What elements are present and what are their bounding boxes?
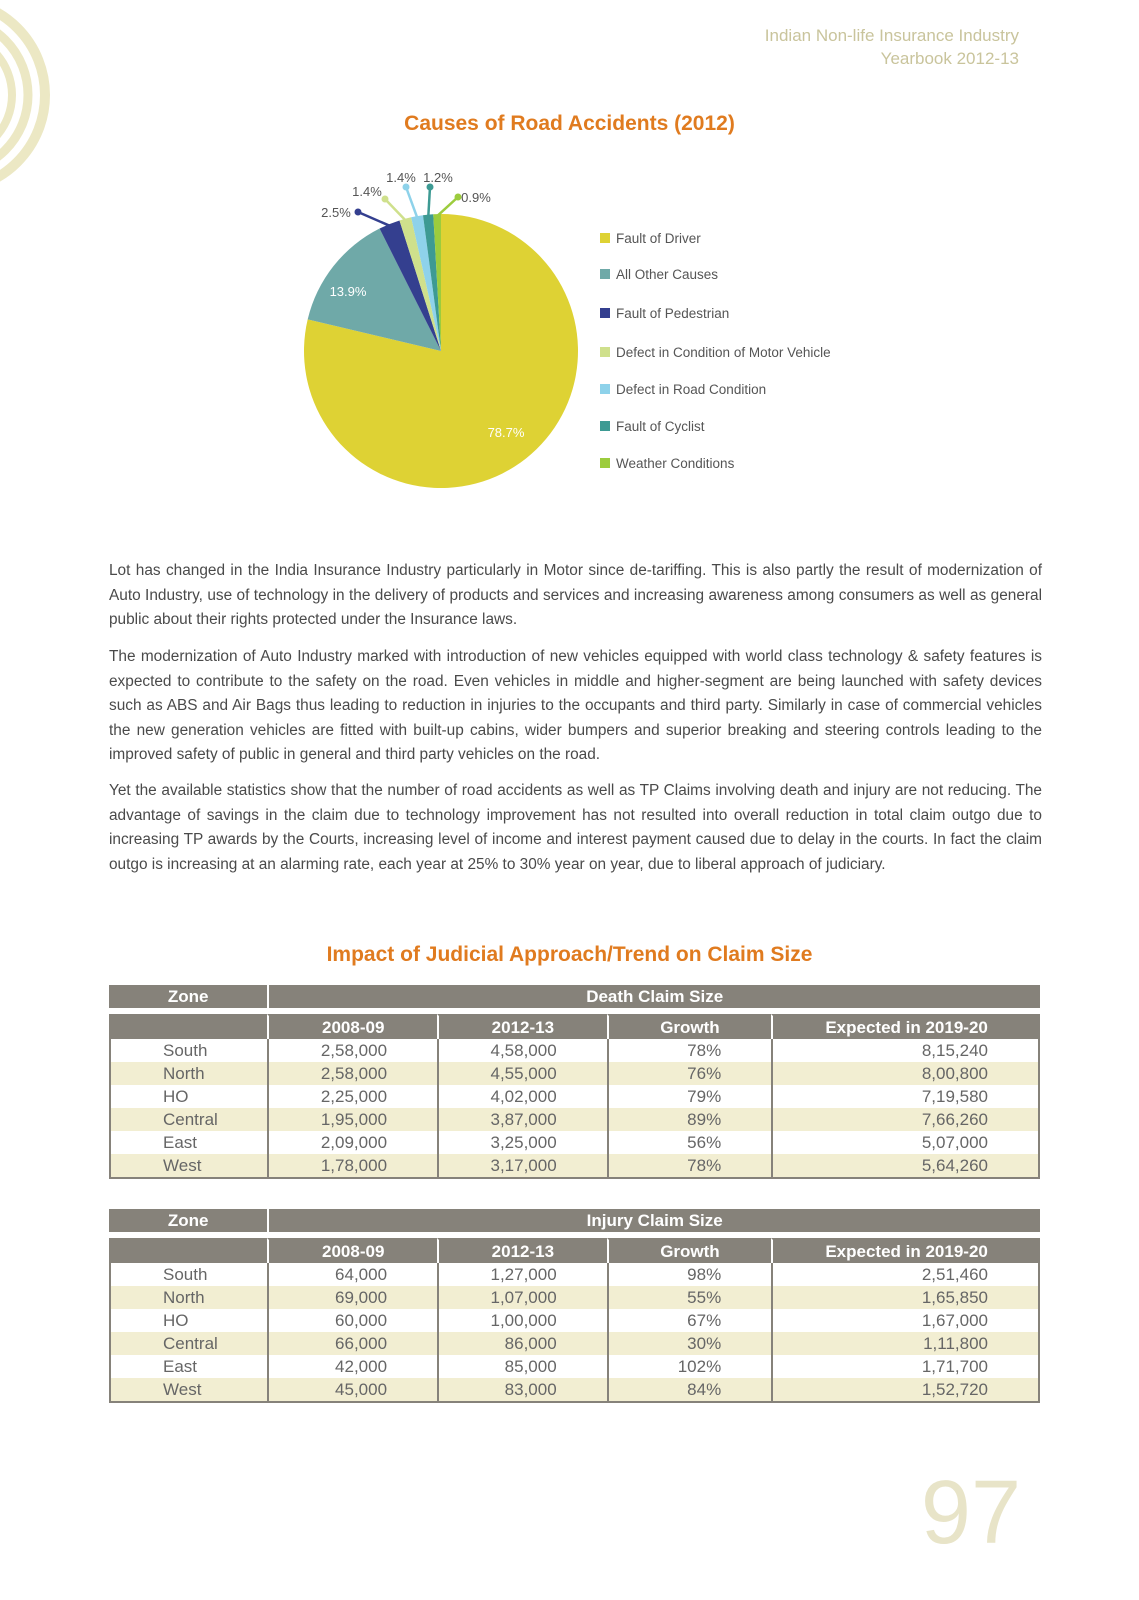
legend-swatch: [600, 233, 610, 243]
paragraph-3: Yet the available statistics show that the number of road accidents as well as TP Claims involving death and injury are not reducing. The advantage of savings in the claim due to technology improvement has not resulted into overall reduction in total claim outgo due to increasing TP awards by the Courts, increasing level of income and interest payment caused due to delay in the courts. In fact the claim outgo is increasing at an alarming rate, each year at 25% to 30% year on year, due to liberal approach of judiciary.: [109, 782, 1042, 873]
value-cell: 7,19,580: [771, 1085, 1040, 1108]
value-cell: 85,000: [437, 1355, 607, 1378]
callout-line: [358, 212, 390, 226]
paragraph-2: The modernization of Auto Industry marked with introduction of new vehicles equipped with world class technology & safety features is expected to contribute to the safety on the road. Even vehicles in middle and higher-segment are being launched with safety devices such as ABS and Air Bags thus leading to reduction in injuries to the occupants and third party. Similarly in case of commercial vehicles the new generation vehicles are fitted with built-up cabins, wider bumpers and superior breaking and steering controls leading to the improved safety of public in general and third party vehicles on the road.: [109, 648, 1042, 763]
table-row: [109, 1085, 1040, 1108]
value-cell: 102%: [607, 1355, 772, 1378]
value-cell: 64,000: [267, 1263, 437, 1286]
column-header: 2008-09: [267, 1014, 437, 1039]
value-cell: 1,52,720: [771, 1378, 1040, 1403]
column-header: [109, 1014, 267, 1039]
table-row: [109, 1309, 1040, 1332]
value-cell: 3,25,000: [437, 1131, 607, 1154]
value-cell: 3,17,000: [437, 1154, 607, 1179]
value-cell: 4,02,000: [437, 1085, 607, 1108]
legend-swatch: [600, 458, 610, 468]
zone-cell: North: [109, 1062, 267, 1085]
column-header: 2012-13: [437, 1014, 607, 1039]
value-cell: 1,71,700: [771, 1355, 1040, 1378]
column-header: 2012-13: [437, 1238, 607, 1263]
value-cell: 69,000: [267, 1286, 437, 1309]
table-row: [109, 1378, 1040, 1403]
zone-cell: East: [109, 1131, 267, 1154]
slice-label: 1.4%: [386, 170, 416, 185]
value-cell: 2,51,460: [771, 1263, 1040, 1286]
value-cell: 5,64,260: [771, 1154, 1040, 1179]
value-cell: 79%: [607, 1085, 772, 1108]
value-cell: 66,000: [267, 1332, 437, 1355]
value-cell: 3,87,000: [437, 1108, 607, 1131]
callout-line: [385, 199, 406, 221]
zone-cell: West: [109, 1378, 267, 1403]
callout-line: [428, 187, 430, 217]
callout-dot: [355, 209, 362, 216]
value-cell: 2,25,000: [267, 1085, 437, 1108]
legend-swatch: [600, 421, 610, 431]
value-cell: 5,07,000: [771, 1131, 1040, 1154]
legend-swatch: [600, 269, 610, 279]
column-header: [109, 1238, 267, 1263]
zone-cell: South: [109, 1039, 267, 1062]
zone-cell: West: [109, 1154, 267, 1179]
value-cell: 2,58,000: [267, 1039, 437, 1062]
value-cell: 1,78,000: [267, 1154, 437, 1179]
slice-label: 2.5%: [321, 205, 351, 220]
legend-item: Fault of Driver: [616, 231, 701, 246]
zone-header: Zone: [109, 985, 267, 1008]
value-cell: 76%: [607, 1062, 772, 1085]
slice-label: 1.2%: [423, 170, 453, 185]
slice-label: 13.9%: [329, 284, 367, 299]
value-cell: 1,65,850: [771, 1286, 1040, 1309]
zone-header: Zone: [109, 1209, 267, 1232]
value-cell: 84%: [607, 1378, 772, 1403]
table-row: [109, 1062, 1040, 1085]
value-cell: 8,00,800: [771, 1062, 1040, 1085]
legend-item: Defect in Road Condition: [616, 382, 767, 397]
group-header: Death Claim Size: [267, 985, 1040, 1008]
column-header: Expected in 2019-20: [771, 1014, 1040, 1039]
zone-cell: HO: [109, 1085, 267, 1108]
callout-line: [406, 187, 417, 218]
value-cell: 4,58,000: [437, 1039, 607, 1062]
value-cell: 4,55,000: [437, 1062, 607, 1085]
slice-label: 0.9%: [461, 190, 491, 205]
table-row: [109, 1039, 1040, 1062]
value-cell: 89%: [607, 1108, 772, 1131]
slice-label: 1.4%: [352, 184, 382, 199]
legend-item: Weather Conditions: [616, 456, 735, 471]
value-cell: 1,00,000: [437, 1309, 607, 1332]
value-cell: 1,67,000: [771, 1309, 1040, 1332]
chart-title: Causes of Road Accidents (2012): [404, 112, 735, 135]
tables-title: Impact of Judicial Approach/Trend on Claim Size: [326, 943, 813, 966]
legend-swatch: [600, 384, 610, 394]
column-header: Expected in 2019-20: [771, 1238, 1040, 1263]
header-line-1: Indian Non-life Insurance Industry: [764, 26, 1019, 45]
pie-chart: [0, 0, 1139, 520]
value-cell: 1,27,000: [437, 1263, 607, 1286]
legend-swatch: [600, 347, 610, 357]
value-cell: 42,000: [267, 1355, 437, 1378]
zone-cell: North: [109, 1286, 267, 1309]
value-cell: 1,11,800: [771, 1332, 1040, 1355]
table-row: [109, 1332, 1040, 1355]
table-column-header: [109, 1014, 1040, 1039]
value-cell: 30%: [607, 1332, 772, 1355]
value-cell: 78%: [607, 1154, 772, 1179]
table-row: [109, 1263, 1040, 1286]
value-cell: 1,07,000: [437, 1286, 607, 1309]
value-cell: 1,95,000: [267, 1108, 437, 1131]
column-header: 2008-09: [267, 1238, 437, 1263]
value-cell: 83,000: [437, 1378, 607, 1403]
value-cell: 55%: [607, 1286, 772, 1309]
table-row: [109, 1355, 1040, 1378]
column-header: Growth: [607, 1014, 772, 1039]
legend-item: Defect in Condition of Motor Vehicle: [616, 345, 831, 360]
column-header: Growth: [607, 1238, 772, 1263]
paragraph-1: Lot has changed in the India Insurance Industry particularly in Motor since de-tariffing. This is also partly the result of modernization of Auto Industry, use of technology in the delivery of products and services and increasing awareness among consumers as well as general public about their rights protected under the Insurance laws.: [109, 562, 1042, 628]
value-cell: 78%: [607, 1039, 772, 1062]
value-cell: 7,66,260: [771, 1108, 1040, 1131]
value-cell: 2,09,000: [267, 1131, 437, 1154]
value-cell: 8,15,240: [771, 1039, 1040, 1062]
page-number: 97: [920, 1463, 1021, 1563]
zone-cell: HO: [109, 1309, 267, 1332]
header-line-2: Yearbook 2012-13: [880, 49, 1019, 68]
table-row: [109, 1286, 1040, 1309]
death-claim-table: [109, 985, 1040, 1179]
table-column-header: [109, 1238, 1040, 1263]
injury-claim-table: [109, 1209, 1040, 1403]
slice-label: 78.7%: [487, 425, 525, 440]
legend-item: Fault of Cyclist: [616, 419, 705, 434]
zone-cell: Central: [109, 1332, 267, 1355]
table-group-header: [109, 985, 1040, 1008]
zone-cell: Central: [109, 1108, 267, 1131]
table-row: [109, 1108, 1040, 1131]
zone-cell: East: [109, 1355, 267, 1378]
zone-cell: South: [109, 1263, 267, 1286]
table-row: [109, 1154, 1040, 1179]
table-row: [109, 1131, 1040, 1154]
value-cell: 45,000: [267, 1378, 437, 1403]
value-cell: 56%: [607, 1131, 772, 1154]
value-cell: 86,000: [437, 1332, 607, 1355]
legend-swatch: [600, 308, 610, 318]
group-header: Injury Claim Size: [267, 1209, 1040, 1232]
value-cell: 98%: [607, 1263, 772, 1286]
table-group-header: [109, 1209, 1040, 1232]
legend-item: Fault of Pedestrian: [616, 306, 730, 321]
callout-line: [437, 197, 458, 216]
value-cell: 2,58,000: [267, 1062, 437, 1085]
value-cell: 60,000: [267, 1309, 437, 1332]
legend-item: All Other Causes: [616, 267, 719, 282]
callout-dot: [382, 196, 389, 203]
value-cell: 67%: [607, 1309, 772, 1332]
